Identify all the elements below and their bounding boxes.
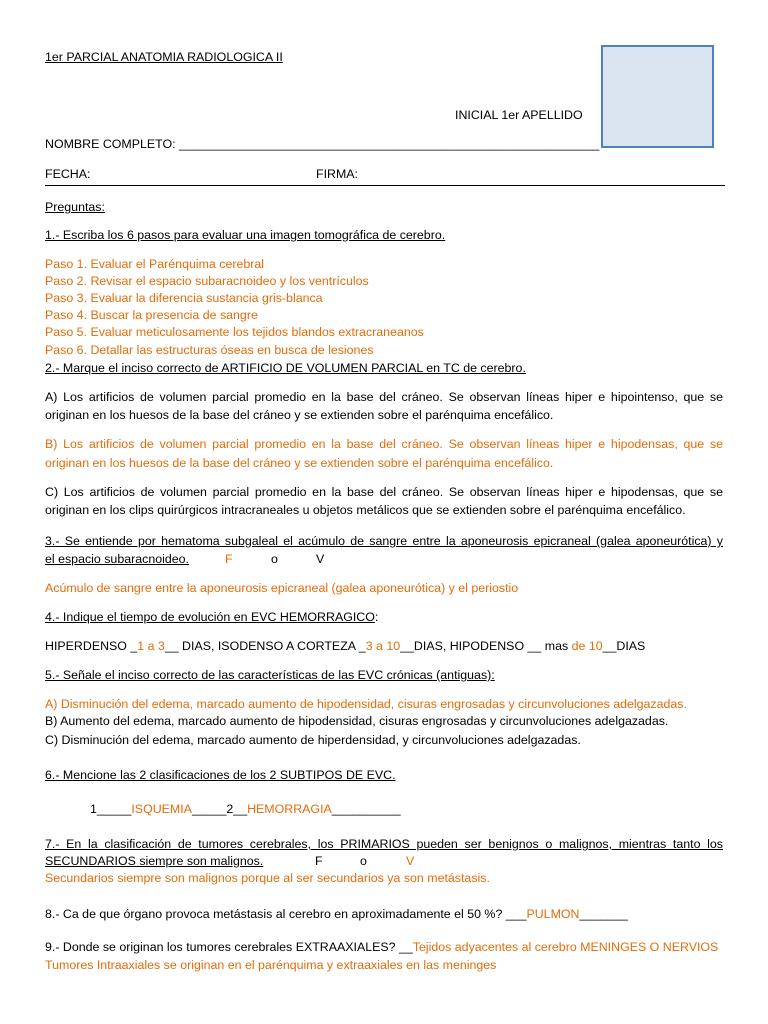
- q6-answer-1: ISQUEMIA: [131, 802, 192, 816]
- q5-text: 5.- Señale el inciso correcto de las características de las EVC crónicas (antiguas):: [45, 668, 495, 682]
- q1-answer-step: Paso 2. Revisar el espacio subaracnoideo y los ventrículos: [45, 274, 369, 288]
- q9-question: 9.- Donde se originan los tumores cerebrales EXTRAAXIALES? __: [45, 940, 413, 954]
- q2-option-c-line2: originan en los clips quirúrgicos intracraneales u objetos metálicos que se extienden sobre el parénquima encefálico.: [45, 503, 686, 517]
- q1-answer-step: Paso 6. Detallar las estructuras óseas en busca de lesiones: [45, 343, 374, 357]
- q1-answer-step: Paso 1. Evaluar el Parénquima cerebral: [45, 257, 265, 271]
- q1-answer-step: Paso 5. Evaluar meticulosamente los tejidos blandos extracraneanos: [45, 325, 424, 339]
- q1-answer-step: Paso 3. Evaluar la diferencia sustancia gris-blanca: [45, 291, 323, 305]
- q4-hiperdenso-label: HIPERDENSO _: [45, 639, 138, 653]
- q3-answer: Acúmulo de sangre entre la aponeurosis epicraneal (galea aponeurótica) y el periostio: [45, 581, 519, 595]
- q5-option-b: B) Aumento del edema, marcado aumento de hipodensidad, cisuras engrosadas y circunvoluciones adelgazadas.: [45, 714, 669, 728]
- q2-text: 2.- Marque el inciso correcto de ARTIFICIO DE VOLUMEN PARCIAL en TC de cerebro.: [45, 361, 526, 375]
- q4-hipodenso-answer: de 10: [571, 639, 603, 653]
- q4-isodenso-answer: 3 a 10: [365, 639, 401, 653]
- q4-dias-label: __DIAS: [602, 639, 646, 653]
- q3-line2: el espacio subaracnoideo.: [45, 552, 189, 566]
- q4-isodenso-label: __ DIAS, ISODENSO A CORTEZA _: [164, 639, 366, 653]
- q6-text: 6.- Mencione las 2 clasificaciones de los 2 SUBTIPOS DE EVC.: [45, 768, 396, 782]
- q3-true-option[interactable]: V: [316, 552, 325, 566]
- q8-question: 8.- Ca de que órgano provoca metástasis al cerebro en aproximadamente el 50 %? ___: [45, 907, 527, 921]
- q2-option-a-line1: A) Los artificios de volumen parcial promedio en la base del cráneo. Se observan líneas hiper e hipointenso, que se: [45, 390, 723, 404]
- q2-option-a-line2: originan en los huesos de la base del cráneo y se extienden sobre el parénquima encefálico.: [45, 408, 554, 422]
- q7-line2: SECUNDARIOS siempre son malignos.: [45, 854, 264, 868]
- q6-blank-1: 1_____: [90, 802, 132, 816]
- q8-row: [45, 906, 628, 923]
- preguntas-heading: Preguntas:: [45, 200, 105, 214]
- header-divider: [45, 185, 725, 186]
- q7-or-label: o: [360, 854, 367, 868]
- q3-or-label: o: [271, 552, 278, 566]
- q5-option-a: A) Disminución del edema, marcado aumento de hipodensidad, cisuras engrosadas y circunvoluciones adelgazadas.: [45, 697, 687, 711]
- photo-box: [601, 45, 714, 148]
- q2-option-b-line2: originan en los huesos de la base del cráneo y se extienden sobre el parénquima encefálico.: [45, 456, 554, 470]
- q8-answer: PULMON: [526, 907, 580, 921]
- q6-answer-2: HEMORRAGIA: [247, 802, 332, 816]
- q4-hiperdenso-answer: 1 a 3: [137, 639, 165, 653]
- q3-line1: 3.- Se entiende por hematoma subgaleal el acúmulo de sangre entre la aponeurosis epicraneal (galea aponeurótica) y: [45, 534, 723, 548]
- exam-title: 1er PARCIAL ANATOMIA RADIOLOGICA II: [45, 50, 283, 64]
- q7-true-option[interactable]: V: [406, 854, 415, 868]
- firma-label: FIRMA:: [316, 167, 358, 181]
- q7-answer: Secundarios siempre son malignos porque al ser secundarios ya son metástasis.: [45, 871, 490, 885]
- q2-option-b-line1: B) Los artificios de volumen parcial promedio en la base del cráneo. Se observan líneas hiper e hipodensas, que se: [45, 437, 723, 451]
- q3-false-option[interactable]: F: [225, 552, 233, 566]
- nombre-row: [45, 136, 599, 153]
- q4-colon: :: [374, 610, 379, 624]
- q6-answer-row: [90, 801, 401, 818]
- q6-blank-tail: __________: [331, 802, 401, 816]
- q9-row: [45, 939, 718, 956]
- q4-question: 4.- Indique el tiempo de evolución en EVC HEMORRAGICO: [45, 610, 375, 624]
- q2-option-c-line1: C) Los artificios de volumen parcial promedio en la base del cráneo. Se observan líneas hiper e hipodensas, que se: [45, 485, 723, 499]
- nombre-label: NOMBRE COMPLETO:: [45, 137, 176, 151]
- q9-answer-1: Tejidos adyacentes al cerebro MENINGES O NERVIOS: [412, 940, 719, 954]
- nombre-blank[interactable]: _____________________________________________________________: [179, 137, 600, 151]
- q1-answer-step: Paso 4. Buscar la presencia de sangre: [45, 308, 258, 322]
- q8-blank-tail: _______: [579, 907, 628, 921]
- q1-text: 1.- Escriba los 6 pasos para evaluar una imagen tomográfica de cerebro.: [45, 228, 446, 242]
- q7-line1: 7.- En la clasificación de tumores cerebrales, los PRIMARIOS pueden ser benignos o malignos, mientras tanto los: [45, 837, 723, 851]
- q4-hipodenso-label: __DIAS, HIPODENSO __ mas: [400, 639, 572, 653]
- q4-answer-row: [45, 638, 645, 655]
- q7-false-option[interactable]: F: [315, 854, 323, 868]
- initial-label: INICIAL 1er APELLIDO: [455, 108, 583, 122]
- q5-option-c: C) Disminución del edema, marcado aumento de hiperdensidad, y circunvoluciones adelgazadas.: [45, 733, 581, 747]
- q4-text: [45, 609, 378, 626]
- fecha-label: FECHA:: [45, 167, 91, 181]
- q9-answer-2: Tumores Intraaxiales se originan en el parénquima y extraaxiales en las meninges: [45, 958, 497, 972]
- q6-blank-2: _____2__: [191, 802, 248, 816]
